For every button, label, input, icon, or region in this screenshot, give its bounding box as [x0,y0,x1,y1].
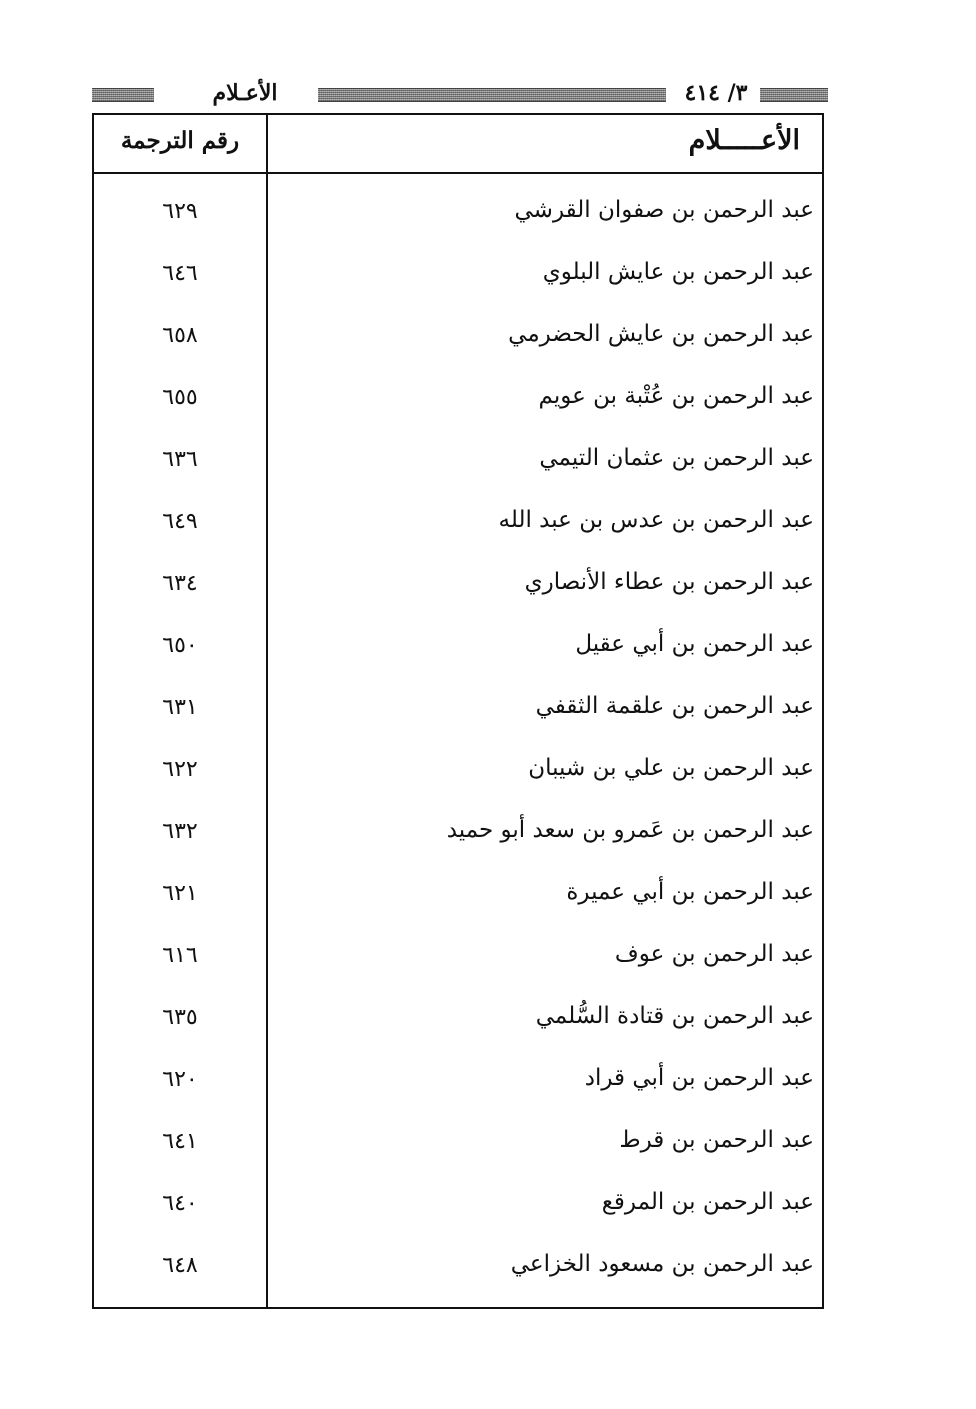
table-row [94,941,822,1003]
header-rule-right [760,88,828,102]
table-row [94,197,822,259]
biography-number: ٦٣١ [162,695,198,720]
person-name: عبد الرحمن بن مسعود الخزاعي [510,1251,814,1277]
person-name: عبد الرحمن بن علقمة الثقفي [535,693,814,719]
person-name: عبد الرحمن بن صفوان القرشي [514,197,814,223]
biography-number: ٦٤١ [162,1129,198,1154]
table-row [94,693,822,755]
person-name: عبد الرحمن بن عطاء الأنصاري [524,569,814,595]
table-row [94,1127,822,1189]
table-body [94,115,822,1307]
biography-number: ٦٢٠ [162,1067,198,1092]
header-rule-left [92,88,154,102]
table-row [94,1189,822,1251]
person-name: عبد الرحمن بن عُتْبة بن عويم [538,383,814,409]
table-row [94,445,822,507]
table-row [94,259,822,321]
column-header-number: رقم الترجمة [120,127,240,154]
header-rule-middle [318,88,666,102]
biography-number: ٦٢١ [162,881,198,906]
table-row [94,569,822,631]
table-row [94,631,822,693]
person-name: عبد الرحمن بن عوف [614,941,814,967]
biography-number: ٦٤٠ [162,1191,198,1216]
biography-number: ٦٣٦ [162,447,198,472]
table-row [94,1251,822,1313]
person-name: عبد الرحمن بن أبي عميرة [566,879,814,905]
person-name: عبد الرحمن بن علي بن شيبان [528,755,814,781]
table-row [94,755,822,817]
person-name: عبد الرحمن بن عايش البلوي [542,259,814,285]
person-name: عبد الرحمن بن قرط [619,1127,814,1153]
biography-number: ٦٥٨ [162,323,198,348]
biography-number: ٦٤٨ [162,1253,198,1278]
table-row [94,879,822,941]
table-row [94,321,822,383]
biography-number: ٦٢٢ [162,757,198,782]
biography-number: ٦٥٠ [162,633,198,658]
person-name: عبد الرحمن بن المرقع [601,1189,814,1215]
biography-number: ٦٣٥ [162,1005,198,1030]
page-reference: ٣/ ٤١٤ [684,80,748,106]
biography-number: ٦٤٩ [162,509,198,534]
section-title: الأعـلام [212,80,278,106]
table-row [94,507,822,569]
table-row [94,383,822,445]
biography-number: ٦٢٩ [162,199,198,224]
biography-number: ٦١٦ [162,943,198,968]
index-table [92,113,824,1309]
table-row [94,817,822,879]
person-name: عبد الرحمن بن عثمان التيمي [539,445,814,471]
person-name: عبد الرحمن بن أبي قراد [584,1065,814,1091]
biography-number: ٦٣٤ [162,571,198,596]
person-name: عبد الرحمن بن عدس بن عبد الله [498,507,814,533]
biography-number: ٦٤٦ [162,261,198,286]
biography-number: ٦٣٢ [162,819,198,844]
person-name: عبد الرحمن بن قتادة السُّلمي [535,1003,814,1029]
person-name: عبد الرحمن بن عايش الحضرمي [508,321,814,347]
biography-number: ٦٥٥ [162,385,198,410]
page-header [92,80,828,106]
person-name: عبد الرحمن بن عَمرو بن سعد أبو حميد [446,817,814,843]
table-row [94,1065,822,1127]
table-row [94,1003,822,1065]
person-name: عبد الرحمن بن أبي عقيل [575,631,814,657]
column-header-names: الأعـــــلام [688,125,800,156]
